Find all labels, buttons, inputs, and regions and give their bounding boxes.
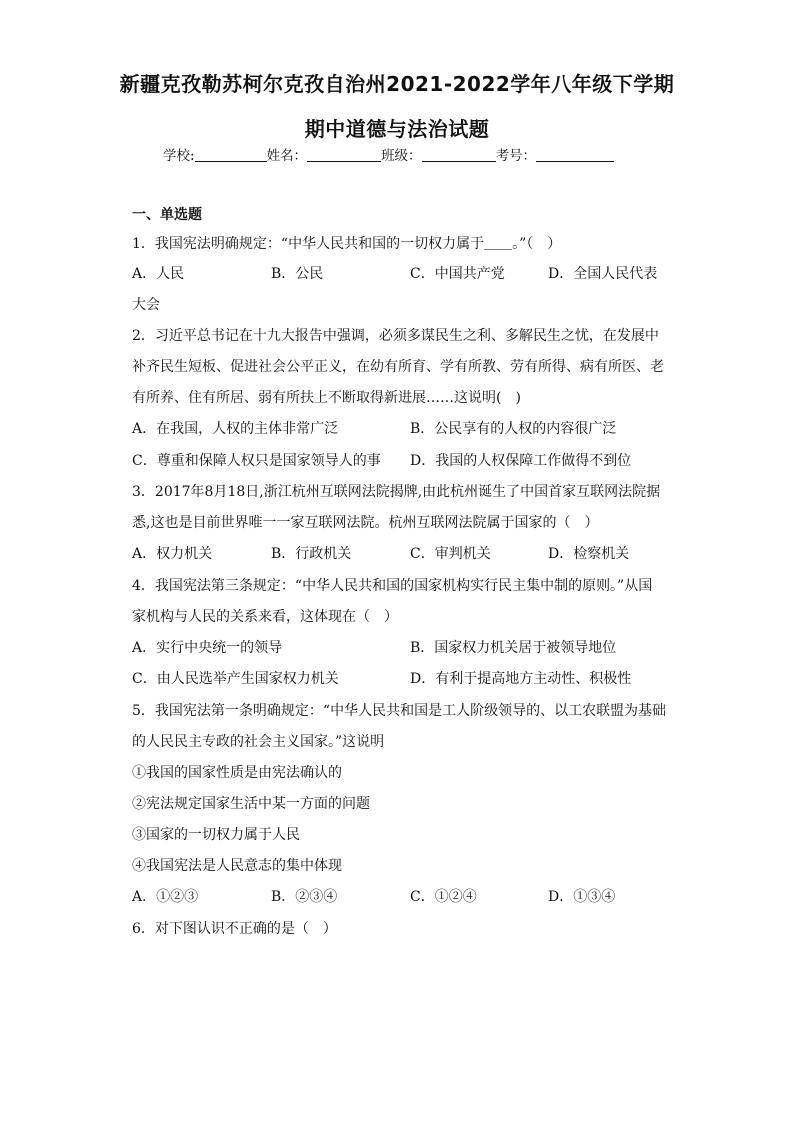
q2-option-a[interactable]: A．在我国，人权的主体非常广泛 xyxy=(132,421,339,437)
q1-option-b[interactable]: B．公民 xyxy=(271,266,324,282)
class-blank[interactable] xyxy=(422,147,496,162)
number-blank[interactable] xyxy=(536,147,614,162)
question-2-line1: 2．习近平总书记在十九大报告中强调，必须多谋民生之利、多解民生之忧，在发展中 xyxy=(132,328,659,344)
question-3-line2: 悉,这也是目前世界唯一一家互联网法院。杭州互联网法院属于国家的（ ） xyxy=(132,515,599,531)
q5-option-a[interactable]: A．①②③ xyxy=(132,889,199,905)
school-blank[interactable] xyxy=(195,147,267,162)
student-info-row xyxy=(163,144,614,164)
q4-option-d[interactable]: D．有利于提高地方主动性、积极性 xyxy=(410,671,632,687)
q3-option-b[interactable]: B．行政机关 xyxy=(271,546,352,562)
q3-option-c[interactable]: C．审判机关 xyxy=(410,546,491,562)
name-blank[interactable] xyxy=(307,147,381,162)
q5-statement-2: ②宪法规定国家生活中某一方面的问题 xyxy=(132,796,370,812)
q1-option-a[interactable]: A．人民 xyxy=(132,266,185,282)
question-3-line1: 3．2017年8月18日,浙江杭州互联网法院揭牌,由此杭州诞生了中国首家互联网法院据 xyxy=(132,484,661,500)
question-5-line2: 的人民民主专政的社会主义国家。”这说明 xyxy=(132,734,385,750)
q3-option-a[interactable]: A．权力机关 xyxy=(132,546,213,562)
question-5-line1: 5．我国宪法第一条明确规定：“中华人民共和国是工人阶级领导的、以工农联盟为基础 xyxy=(132,703,667,719)
q1-option-d[interactable]: D．全国人民代表 xyxy=(548,266,658,282)
q5-option-c[interactable]: C．①②④ xyxy=(410,889,477,905)
q2-option-b[interactable]: B．公民享有的人权的内容很广泛 xyxy=(410,421,617,437)
q5-statement-4: ④我国宪法是人民意志的集中体现 xyxy=(132,858,342,874)
q4-option-a[interactable]: A．实行中央统一的领导 xyxy=(132,640,283,656)
q4-option-c[interactable]: C．由人民选举产生国家权力机关 xyxy=(132,671,339,687)
exam-title-line1: 新疆克孜勒苏柯尔克孜自治州2021-2022学年八年级下学期 xyxy=(119,72,675,96)
q4-option-b[interactable]: B．国家权力机关居于被领导地位 xyxy=(410,640,617,656)
q1-option-c[interactable]: C．中国共产党 xyxy=(410,266,505,282)
question-4-line2: 家机构与人民的关系来看，这体现在（ ） xyxy=(132,609,398,625)
question-4-line1: 4．我国宪法第三条规定：“中华人民共和国的国家机构实行民主集中制的原则。”从国 xyxy=(132,578,653,594)
q3-option-d[interactable]: D．检察机关 xyxy=(548,546,630,562)
q2-option-c[interactable]: C．尊重和保障人权只是国家领导人的事 xyxy=(132,453,381,469)
school-label: 学校: xyxy=(163,148,195,164)
q5-option-d[interactable]: D．①③④ xyxy=(548,889,616,905)
q2-option-d[interactable]: D．我国的人权保障工作做得不到位 xyxy=(410,453,632,469)
number-label: 考号： xyxy=(495,148,537,164)
q5-option-b[interactable]: B．②③④ xyxy=(271,889,338,905)
question-6-stem: 6．对下图认识不正确的是（ ） xyxy=(132,921,337,937)
question-2-line3: 有所养、住有所居、弱有所扶上不断取得新进展……这说明( ) xyxy=(132,390,521,406)
q5-statement-3: ③国家的一切权力属于人民 xyxy=(132,827,300,843)
section-heading: 一、单选题 xyxy=(132,207,202,223)
exam-title-line2: 期中道德与法治试题 xyxy=(304,117,490,141)
question-2-line2: 补齐民生短板、促进社会公平正义，在幼有所育、学有所教、劳有所得、病有所医、老 xyxy=(132,359,664,375)
question-1-stem: 1．我国宪法明确规定：“中华人民共和国的一切权力属于＿＿。”（ ） xyxy=(132,236,562,252)
q5-statement-1: ①我国的国家性质是由宪法确认的 xyxy=(132,765,342,781)
class-label: 班级： xyxy=(381,148,422,164)
q1-option-d-continued: 大会 xyxy=(132,297,160,313)
name-label: 姓名： xyxy=(266,148,308,164)
